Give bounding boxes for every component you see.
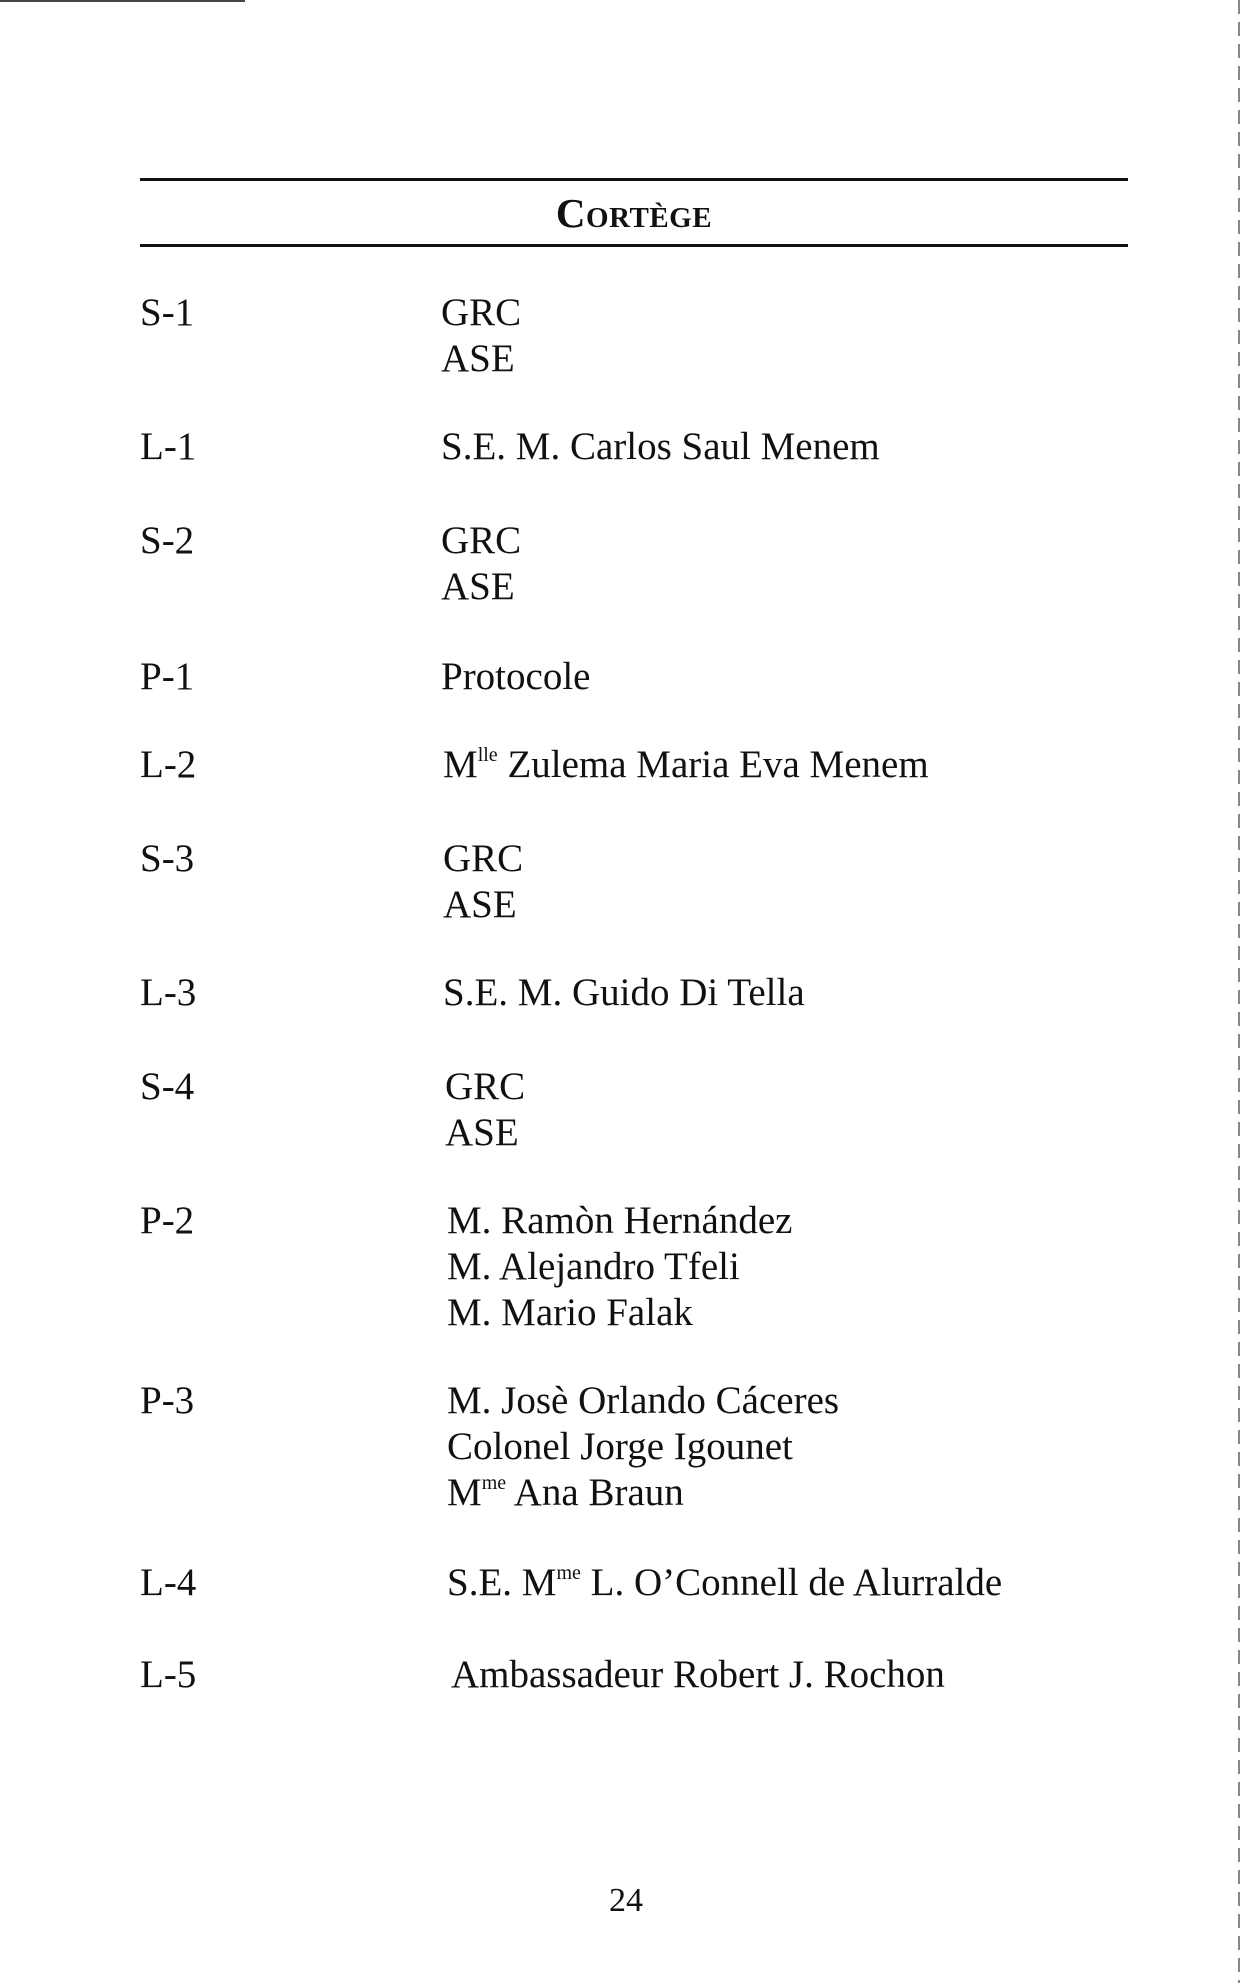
- name-text: L. O’Connell de Alurralde: [580, 1561, 1003, 1604]
- name-line: [447, 1560, 1002, 1606]
- scan-edge-top: [0, 0, 245, 2]
- row-names: [447, 1378, 839, 1516]
- heading-rule-top: [140, 178, 1128, 181]
- name-line: [447, 1470, 839, 1516]
- name-line: GRC: [441, 519, 522, 562]
- row-code: P-3: [140, 1379, 195, 1422]
- name-line: ASE: [441, 565, 515, 608]
- row-names: [451, 1652, 945, 1698]
- row-code: L-1: [140, 425, 197, 468]
- row-code: S-1: [140, 291, 195, 334]
- row-names: [447, 1198, 792, 1336]
- name-text: Zulema Maria Eva Menem: [497, 743, 929, 786]
- row-code: L-4: [140, 1561, 197, 1604]
- name-line: S.E. M. Guido Di Tella: [443, 971, 805, 1014]
- title-superscript: me: [556, 1562, 581, 1584]
- row-code: P-1: [140, 655, 195, 698]
- name-line: ASE: [441, 337, 515, 380]
- row-code: L-2: [140, 743, 197, 786]
- row-names: [441, 424, 880, 470]
- name-line: S.E. M. Carlos Saul Menem: [441, 425, 880, 468]
- row-names: [443, 742, 929, 788]
- name-text: Ana Braun: [506, 1471, 684, 1514]
- title-superscript: me: [481, 1472, 507, 1494]
- name-line: GRC: [443, 837, 524, 880]
- name-line: M. Alejandro Tfeli: [447, 1245, 740, 1288]
- name-line: Protocole: [441, 655, 591, 698]
- name-line: ASE: [443, 883, 517, 926]
- row-names: [441, 518, 521, 610]
- row-code: S-4: [140, 1065, 195, 1108]
- name-line: M. Josè Orlando Cáceres: [447, 1379, 840, 1422]
- row-names: [443, 970, 805, 1016]
- row-code: P-2: [140, 1199, 195, 1242]
- page-number: 24: [609, 1882, 643, 1919]
- row-names: [445, 1064, 525, 1156]
- row-code: L-3: [140, 971, 197, 1014]
- name-line: GRC: [445, 1065, 526, 1108]
- row-code: S-3: [140, 837, 195, 880]
- row-names: [443, 836, 523, 928]
- row-names: [447, 1560, 1002, 1606]
- row-code: S-2: [140, 519, 195, 562]
- title-abbrev: S.E. M: [447, 1561, 557, 1604]
- title-abbrev: M: [443, 743, 478, 786]
- name-line: GRC: [441, 291, 522, 334]
- scan-edge-right: [1238, 0, 1240, 1983]
- title-abbrev: M: [447, 1471, 482, 1514]
- name-line: Colonel Jorge Igounet: [447, 1425, 793, 1468]
- name-line: Ambassadeur Robert J. Rochon: [451, 1653, 945, 1696]
- name-line: M. Ramòn Hernández: [447, 1199, 793, 1242]
- heading-rule-bottom: [140, 244, 1128, 247]
- row-code: L-5: [140, 1653, 197, 1696]
- name-line: ASE: [445, 1111, 519, 1154]
- section-heading: Cortège: [555, 190, 713, 236]
- title-superscript: lle: [477, 744, 498, 766]
- name-line: [443, 742, 929, 788]
- row-names: [441, 654, 590, 700]
- row-names: [441, 290, 521, 382]
- name-line: M. Mario Falak: [447, 1291, 693, 1334]
